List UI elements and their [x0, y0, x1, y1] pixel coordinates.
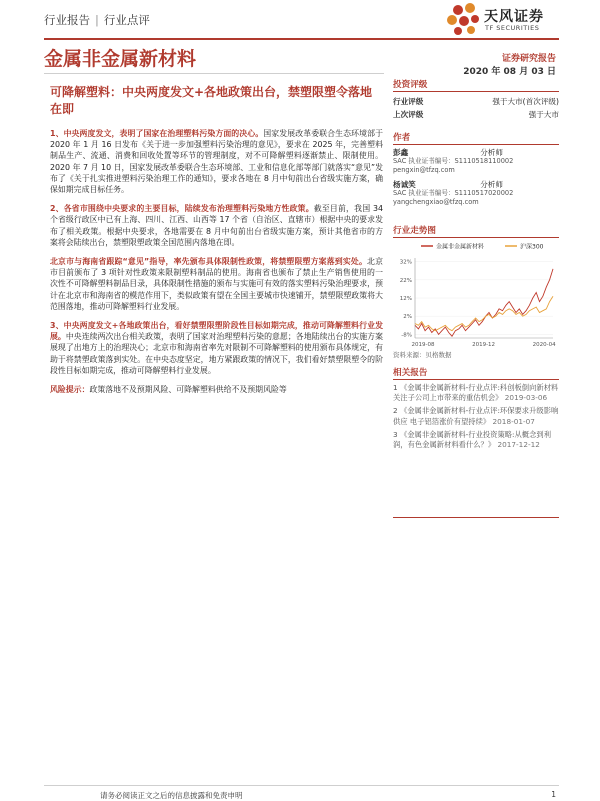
- paragraph-text: 国家发展改革委联合生态环境部于 2020 年 1 月 16 日发布《关于进一步加强塑料污染治理的意见》，要求在 2025 年，完善塑料制品生产、流通、消费和回收处置等环节的管理制度，对不可降解塑料逐渐禁止、限制使用。2020 年 7 月 10 日，国家发展改革委联合生态环境部、工业和信息化部等部门就落实“意见”发布了《关于扎实推进塑料污染治理工作的通知》，要求各地在 8 月中旬前出台省级实施方案，确保如期完成目标任务。: [50, 129, 383, 195]
- investment-rating-section: [393, 78, 559, 121]
- brand-name-en: TF SECURITIES: [485, 24, 540, 32]
- section-heading: 投资评级: [393, 78, 559, 92]
- paragraph-lead: 北京市与海南省跟踪“意见”指导，率先颁布具体限制性政策，将禁塑限塑方案落到实处。: [50, 257, 368, 267]
- legend-label: 沪深300: [520, 243, 544, 251]
- report-body: [50, 128, 383, 403]
- paragraph-4: [50, 320, 383, 376]
- section-heading: 相关报告: [393, 366, 559, 380]
- paragraph-text: 北京市目前颁布了 3 项针对性政策来限制塑料制品的使用。海南省也颁布了禁止生产销售使用的一次性不可降解塑料制品目录，具体限制性措施的颁布与实施可有效的落实塑料污染治理要求，预计在北京市和海南省的模范作用下，类似政策有望在全国主要城市快速铺开，禁塑限塑政策将大范围落地，推动可降解塑料行业发展。: [50, 257, 383, 311]
- y-tick-label: -8%: [401, 332, 412, 339]
- tag-separator: |: [95, 13, 99, 27]
- x-tick-label: 2019-08: [411, 342, 435, 348]
- section-heading: 作者: [393, 131, 559, 145]
- y-tick-label: 32%: [399, 259, 412, 266]
- title-divider: [44, 73, 384, 74]
- risk-label: 风险提示：: [50, 385, 90, 395]
- brand-name: 天风证券: [484, 9, 544, 25]
- paragraph-lead: 3、中央两度发文+各地政策出台，看好禁塑限塑阶段性目标如期完成，推动可降解塑料行业发展。: [50, 321, 383, 342]
- series-line-sector: [415, 269, 553, 336]
- industry-trend-chart: [393, 240, 559, 350]
- authors-section: [393, 131, 559, 211]
- rating-value: 强于大市(首次评级): [492, 97, 559, 106]
- section-heading: 行业走势图: [393, 224, 559, 238]
- related-report-date: 2017-12-12: [497, 440, 540, 450]
- related-report[interactable]: [393, 430, 559, 450]
- series-line-csi300: [415, 296, 553, 331]
- rating-row: [393, 95, 559, 108]
- author-name: 杨诚笑: [393, 179, 416, 189]
- paragraph-3: [50, 256, 383, 312]
- author-cert: SAC 执业证书编号：S1110517020002: [393, 188, 514, 197]
- y-tick-label: 22%: [399, 277, 412, 284]
- report-tags: [44, 12, 150, 28]
- author-role: 分析师: [480, 148, 503, 157]
- rating-key: 上次评级: [393, 110, 424, 119]
- chart-source: 资料来源：贝格数据: [393, 351, 452, 359]
- report-date: 2020 年 08 月 03 日: [463, 67, 556, 77]
- x-tick-label: 2020-04: [532, 342, 556, 348]
- related-report[interactable]: [393, 406, 559, 426]
- x-tick-label: 2019-12: [472, 342, 496, 348]
- author-entry: [393, 180, 559, 208]
- author-email[interactable]: pengxin@tfzq.com: [393, 166, 455, 175]
- footer-disclaimer: 请务必阅读正文之后的信息披露和免责申明: [100, 791, 243, 800]
- related-report-date: 2018-01-07: [492, 416, 535, 426]
- header-divider: [44, 38, 559, 40]
- paragraph-lead: 2、各省市围绕中央要求的主要目标，陆续发布治理塑料污染地方性政策。: [50, 204, 314, 214]
- y-tick-label: 12%: [399, 296, 412, 302]
- paragraph-2: [50, 203, 383, 248]
- report-type: 证券研究报告: [501, 54, 556, 64]
- related-report[interactable]: [393, 383, 559, 403]
- trend-section: [393, 224, 559, 241]
- risk-text: 政策落地不及预期风险、可降解塑料供给不及预期风险等: [89, 385, 287, 395]
- report-tag-comment: 行业点评: [103, 13, 150, 27]
- related-report-title: 2 《金属非金属新材料-行业点评:环保要求升级影响供应 电子铝箔涨价有望持续》: [393, 406, 559, 426]
- rating-value: 强于大市: [528, 110, 559, 119]
- author-cert: SAC 执业证书编号：S1110518110002: [393, 157, 514, 166]
- paragraph-text: 截至目前，我国 34 个省级行政区中已有上海、四川、江西、山西等 17 个省（自治区、直辖市）根据中央的要求发布了相关政策。根据中央要求，各地需要在 8 月中旬前出台省级实施方案，预计其他省市的方案将会陆续出台，禁塑限塑政策全国范围内落地在即。: [50, 204, 383, 247]
- report-tag-industry: 行业报告: [44, 13, 90, 27]
- footer-divider: [44, 785, 559, 786]
- related-reports-section: [393, 366, 559, 453]
- report-headline: 可降解塑料：中央两度发文+各地政策出台，禁塑限塑令落地在即: [50, 85, 373, 116]
- paragraph-text: 中央连续两次出台相关政策，表明了国家对治理塑料污染的意愿；各地陆续出台的实施方案展现了出地方上的治理决心；北京市和海南省率先对限制不可降解塑料的使用颁布具体规定，有助于将禁塑政策落到实处。在中央态度坚定，地方紧跟政策的情况下，我们看好禁塑限塑令的阶段性目标如期完成，推动可降解塑料行业发展。: [50, 332, 383, 375]
- paragraph-lead: 1、中央两度发文，表明了国家在治理塑料污染方面的决心。: [50, 129, 264, 138]
- related-report-title: 1 《金属非金属新材料-行业点评:科创板倒向新材料 关注子公司上市带来的重估机会》: [393, 383, 559, 403]
- contact-section: [393, 506, 559, 521]
- author-entry: [393, 148, 559, 176]
- legend-label: 金属非金属新材料: [436, 243, 485, 251]
- related-report-date: 2019-03-06: [504, 393, 548, 403]
- author-name: 彭鑫: [393, 148, 409, 157]
- related-report-title: 3 《金属非金属新材料-行业投资策略:从概念到利润，有色金属新材料看什么？》: [393, 429, 551, 450]
- author-role: 分析师: [480, 179, 503, 189]
- risk-warning: [50, 384, 383, 395]
- author-email[interactable]: yangchengxiao@tfzq.com: [393, 198, 479, 207]
- y-tick-label: 2%: [403, 314, 412, 321]
- rating-row: [393, 108, 559, 121]
- paragraph-1: [50, 128, 383, 195]
- rating-key: 行业评级: [393, 97, 424, 106]
- page-number: 1: [551, 790, 556, 799]
- sector-title: 金属非金属新材料: [44, 48, 197, 70]
- section-heading: [393, 506, 559, 518]
